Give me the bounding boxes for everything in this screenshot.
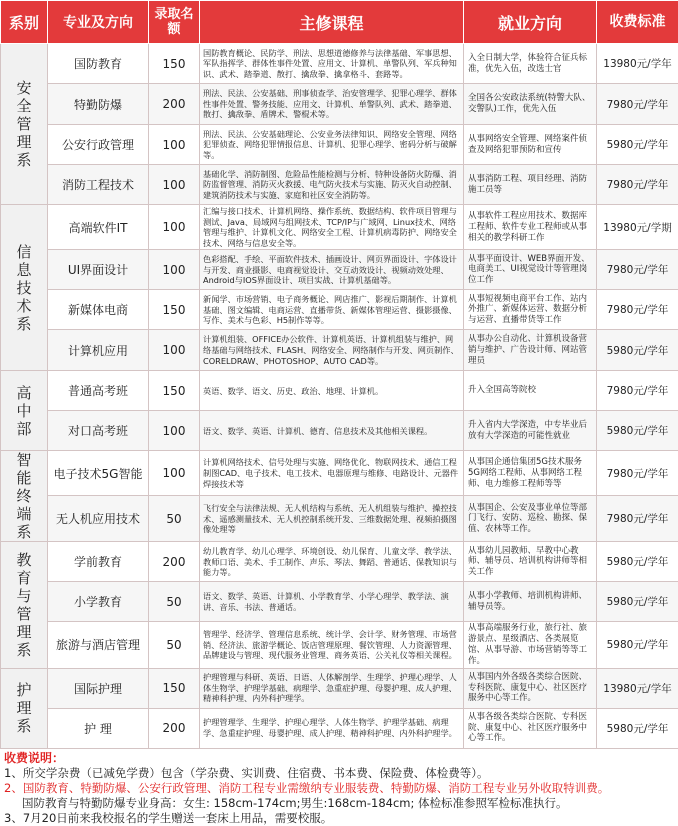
fee-cell: 13980元/学年 — [597, 44, 678, 84]
note-line-4: 3、7月20日前来我校报名的学生赠送一套床上用品，需要校服。 — [4, 811, 674, 826]
table-row — [1, 290, 678, 330]
fee-cell: 7980元/学年 — [597, 84, 678, 125]
course-cell: 英语、数学、语文、历史、政治、地理、计算机。 — [200, 371, 464, 411]
table-row — [1, 330, 678, 371]
job-cell: 升入省内大学深造，中专毕业后放有大学深造的可能性就业 — [464, 411, 597, 451]
dept-name: 教 育 与 管 理 系 — [1, 551, 47, 659]
table-header-row — [1, 1, 678, 44]
header-job: 就业方向 — [464, 1, 597, 44]
major-cell: 无人机应用技术 — [48, 496, 149, 542]
quota-cell: 50 — [149, 622, 200, 668]
course-cell: 护理管理学、生理学、护理心理学、人体生物学、护理学基础、病理学、急重症护理、母婴护理、成人护理、精神科护理、内外科护理学。 — [200, 708, 464, 748]
course-cell: 语文、数学、英语、计算机、德育、信息技术及其他相关课程。 — [200, 411, 464, 451]
major-cell: 消防工程技术 — [48, 165, 149, 205]
fee-cell: 7980元/学年 — [597, 451, 678, 496]
table-row — [1, 542, 678, 582]
job-cell: 从事软件工程应用技术、数据库工程师、软件专业工程师或从事相关的教学科研工作 — [464, 205, 597, 250]
job-cell: 从事国内外各级各类综合医院、专科医院、康复中心、社区医疗服务中心等工作。 — [464, 668, 597, 708]
course-cell: 计算机组装、OFFICE办公软件、计算机英语、计算机组装与维护、网络基础与网络技术、FLASH、网络安全、网络制作与开发、网页制作、CORELDRAW、PHOTOSHOP、AUTO CAD等。 — [200, 330, 464, 371]
quota-cell: 50 — [149, 496, 200, 542]
dept-cell — [1, 668, 48, 748]
major-cell: 新媒体电商 — [48, 290, 149, 330]
quota-cell: 100 — [149, 411, 200, 451]
job-cell: 从事网络安全管理、网络案件侦查及网络犯罪预防和宣传 — [464, 125, 597, 165]
major-cell: 公安行政管理 — [48, 125, 149, 165]
quota-cell: 50 — [149, 582, 200, 622]
quota-cell: 200 — [149, 708, 200, 748]
job-cell: 从事高端服务行业，旅行社、旅游景点、星级酒店、各类展览馆、从事导游、市场营销等等工作。 — [464, 622, 597, 668]
dept-cell — [1, 371, 48, 451]
course-cell: 飞行安全与法律法规、无人机结构与系统、无人机组装与维护、操控技术、遥感测量技术、无人机控制系统开发、三维数据处理、视频拍摄图像处理等 — [200, 496, 464, 542]
quota-cell: 150 — [149, 290, 200, 330]
major-cell: 高端软件IT — [48, 205, 149, 250]
fee-cell: 7980元/学年 — [597, 290, 678, 330]
dept-cell — [1, 542, 48, 668]
course-cell: 国防教育概论、民防学、刑法、思想道德修养与法律基础、军事思想、军队指挥学、群体性事件处置、应用文、计算机、单警队列、军兵种知识、武术、踏拳道、散打、擒敌拳、擒拿格斗、套路等。 — [200, 44, 464, 84]
job-cell: 升入全国高等院校 — [464, 371, 597, 411]
header-quota: 录取名额 — [149, 1, 200, 44]
table-row — [1, 496, 678, 542]
job-cell: 从事平面设计、WEB界面开发、电商美工、UI视觉设计等管理岗位工作 — [464, 250, 597, 290]
quota-cell: 100 — [149, 330, 200, 371]
course-cell: 基础化学、消防制图、危险品性能检测与分析、特种设备防火防爆、消防监督管理、消防灭火救援、电气防火技术与实施、防灭火自动控制、建筑消防技术与实施、家庭和社区安全消防等。 — [200, 165, 464, 205]
course-cell: 刑法、民法、公安基础、刑事侦查学、治安管理学、犯罪心理学、群体性事件处置、警务技能、应用文、计算机、单警队列、武术、踏拳道、散打、擒敌拳、盾牌术、警棍术等。 — [200, 84, 464, 125]
course-cell: 计算机网络技术、信号处理与实施、网络优化、物联网技术、通信工程制图CAD、电子技术、电工技术、电器原理与维修、电路设计、元器件焊接技术等 — [200, 451, 464, 496]
fee-cell: 5980元/学年 — [597, 708, 678, 748]
course-cell: 色彩搭配、手绘、平面软件技术、插画设计、网页界面设计、字体设计与开发、商业摄影、电商视觉设计、交互动效设计、视频动效处理、Android与IOS界面设计、项目实战、计算机基础等。 — [200, 250, 464, 290]
fee-notes — [0, 749, 678, 826]
course-cell: 管理学、经济学、管理信息系统、统计学、会计学、财务管理、市场营销、经济法、旅游学概论、饭店管理原理、餐饮管理、人力资源管理、品牌建设与管理、现代服务业管理、商务英语、公关礼仪等相关课程。 — [200, 622, 464, 668]
quota-cell: 100 — [149, 205, 200, 250]
dept-name: 信 息 技 术 系 — [1, 243, 47, 333]
quota-cell: 100 — [149, 250, 200, 290]
job-cell: 从事国企、公安及事业单位等部门飞行、安防、巡检、勘探、保值、农林等工作。 — [464, 496, 597, 542]
fee-cell: 7980元/学年 — [597, 371, 678, 411]
dept-name: 智 能 终 端 系 — [1, 451, 47, 541]
major-cell: 国防教育 — [48, 44, 149, 84]
header-dept: 系别 — [1, 1, 48, 44]
dept-name: 高 中 部 — [1, 384, 47, 438]
table-row — [1, 582, 678, 622]
major-cell: 特勤防爆 — [48, 84, 149, 125]
fee-cell: 7980元/学年 — [597, 250, 678, 290]
course-cell: 语文、数学、英语、计算机、小学教育学、小学心理学、教学法、演讲、音乐、书法、普通话。 — [200, 582, 464, 622]
major-cell: 计算机应用 — [48, 330, 149, 371]
table-row — [1, 668, 678, 708]
quota-cell: 200 — [149, 542, 200, 582]
table-row — [1, 125, 678, 165]
course-cell: 护理管理与科研、英语、日语、人体解剖学、生理学、护理心理学、人体生物学、护理学基础、病理学、急重症护理、母婴护理、成人护理、精神科护理、内外科护理学。 — [200, 668, 464, 708]
table-row — [1, 622, 678, 668]
note-line-3: 国防教育与特勤防爆专业身高：女生: 158cm-174cm;男生:168cm-184cm; 体检标准参照军检标准执行。 — [4, 796, 674, 811]
major-cell: 国际护理 — [48, 668, 149, 708]
fee-cell: 7980元/学年 — [597, 165, 678, 205]
notes-title: 收费说明： — [4, 751, 674, 766]
dept-name: 安 全 管 理 系 — [1, 79, 47, 169]
job-cell: 从事国企通信集团5G技术服务5G网络工程师、从事网络工程师、电力维修工程师等等 — [464, 451, 597, 496]
major-cell: 小学教育 — [48, 582, 149, 622]
fee-cell: 5980元/学年 — [597, 542, 678, 582]
fee-cell: 7980元/学年 — [597, 496, 678, 542]
course-cell: 新闻学、市场营销、电子商务概论、网店推广、影视后期制作、计算机基础、图文编辑、电商运营、直播带货、新媒体管理运营、摄影摄像、写作、美术与色彩、H5制作等等。 — [200, 290, 464, 330]
major-cell: 电子技术5G智能 — [48, 451, 149, 496]
quota-cell: 150 — [149, 668, 200, 708]
major-cell: 学前教育 — [48, 542, 149, 582]
table-row — [1, 451, 678, 496]
quota-cell: 100 — [149, 165, 200, 205]
header-major: 专业及方向 — [48, 1, 149, 44]
job-cell: 从事幼儿园教师、早教中心教师、辅导员、培训机构讲师等相关工作 — [464, 542, 597, 582]
major-cell: 护 理 — [48, 708, 149, 748]
dept-cell — [1, 451, 48, 542]
table-row — [1, 708, 678, 748]
quota-cell: 100 — [149, 451, 200, 496]
note-line-2: 2、国防教育、特勤防爆、公安行政管理、消防工程专业需缴纳专业服装费、特勤防爆、消防工程专业另外收取特训费。 — [4, 781, 674, 796]
job-cell: 全国各公安政法系统(特警大队、交警队)工作，优先入伍 — [464, 84, 597, 125]
major-cell: 对口高考班 — [48, 411, 149, 451]
quota-cell: 150 — [149, 44, 200, 84]
table-row — [1, 84, 678, 125]
quota-cell: 100 — [149, 125, 200, 165]
table-row — [1, 205, 678, 250]
note-line-1: 1、所交学杂费（已减免学费）包含（学杂费、实训费、住宿费、书本费、保险费、体检费等）。 — [4, 766, 674, 781]
job-cell: 从事办公自动化、计算机设备营销与维护、广告设计师、网站管理员 — [464, 330, 597, 371]
table-row — [1, 411, 678, 451]
header-course: 主修课程 — [200, 1, 464, 44]
job-cell: 从事短视频电商平台工作、站内外推广、新媒体运营、数据分析与运营、直播带货等工作 — [464, 290, 597, 330]
table-row — [1, 44, 678, 84]
fee-cell: 5980元/学年 — [597, 411, 678, 451]
dept-cell — [1, 44, 48, 205]
table-row — [1, 165, 678, 205]
major-cell: 普通高考班 — [48, 371, 149, 411]
major-cell: UI界面设计 — [48, 250, 149, 290]
job-cell: 入全日制大学，体验符合征兵标准，优先入伍，改选士官 — [464, 44, 597, 84]
fee-cell: 5980元/学年 — [597, 330, 678, 371]
job-cell: 从事小学教师、培训机构讲师、辅导员等。 — [464, 582, 597, 622]
table-row — [1, 371, 678, 411]
course-cell: 刑法、民法、公安基础理论、公安业务法律知识、网络安全管理、网络犯罪侦查、网络犯罪情报信息、计算机、犯罪心理学、密码分析与破解等。 — [200, 125, 464, 165]
fee-cell: 5980元/学年 — [597, 125, 678, 165]
header-fee: 收费标准 — [597, 1, 678, 44]
major-cell: 旅游与酒店管理 — [48, 622, 149, 668]
dept-cell — [1, 205, 48, 371]
job-cell: 从事各级各类综合医院、专科医院、康复中心、社区医疗服务中心等工作。 — [464, 708, 597, 748]
course-cell: 幼儿教育学、幼儿心理学、环境创设、幼儿保育、儿童文学、教学法、教师口语、美术、手工制作、声乐、琴法、舞蹈、普通话、保教知识与能力等。 — [200, 542, 464, 582]
table-row — [1, 250, 678, 290]
quota-cell: 150 — [149, 371, 200, 411]
fee-cell: 5980元/学年 — [597, 622, 678, 668]
job-cell: 从事消防工程、项目经理、消防施工员等 — [464, 165, 597, 205]
fee-cell: 5980元/学年 — [597, 582, 678, 622]
quota-cell: 200 — [149, 84, 200, 125]
dept-name: 护 理 系 — [1, 681, 47, 735]
fee-cell: 13980元/学年 — [597, 668, 678, 708]
fee-cell: 13980元/学期 — [597, 205, 678, 250]
course-cell: 汇编与接口技术、计算机网络、操作系统、数据结构、软件项目管理与测试、Java、局域网与组网技术、TCP/IP与广域网、Linux技术、网络管理与维护、计算机文化、网络安全工程、计算机病毒防护、网络安全技术、网络与信息安全等。 — [200, 205, 464, 250]
